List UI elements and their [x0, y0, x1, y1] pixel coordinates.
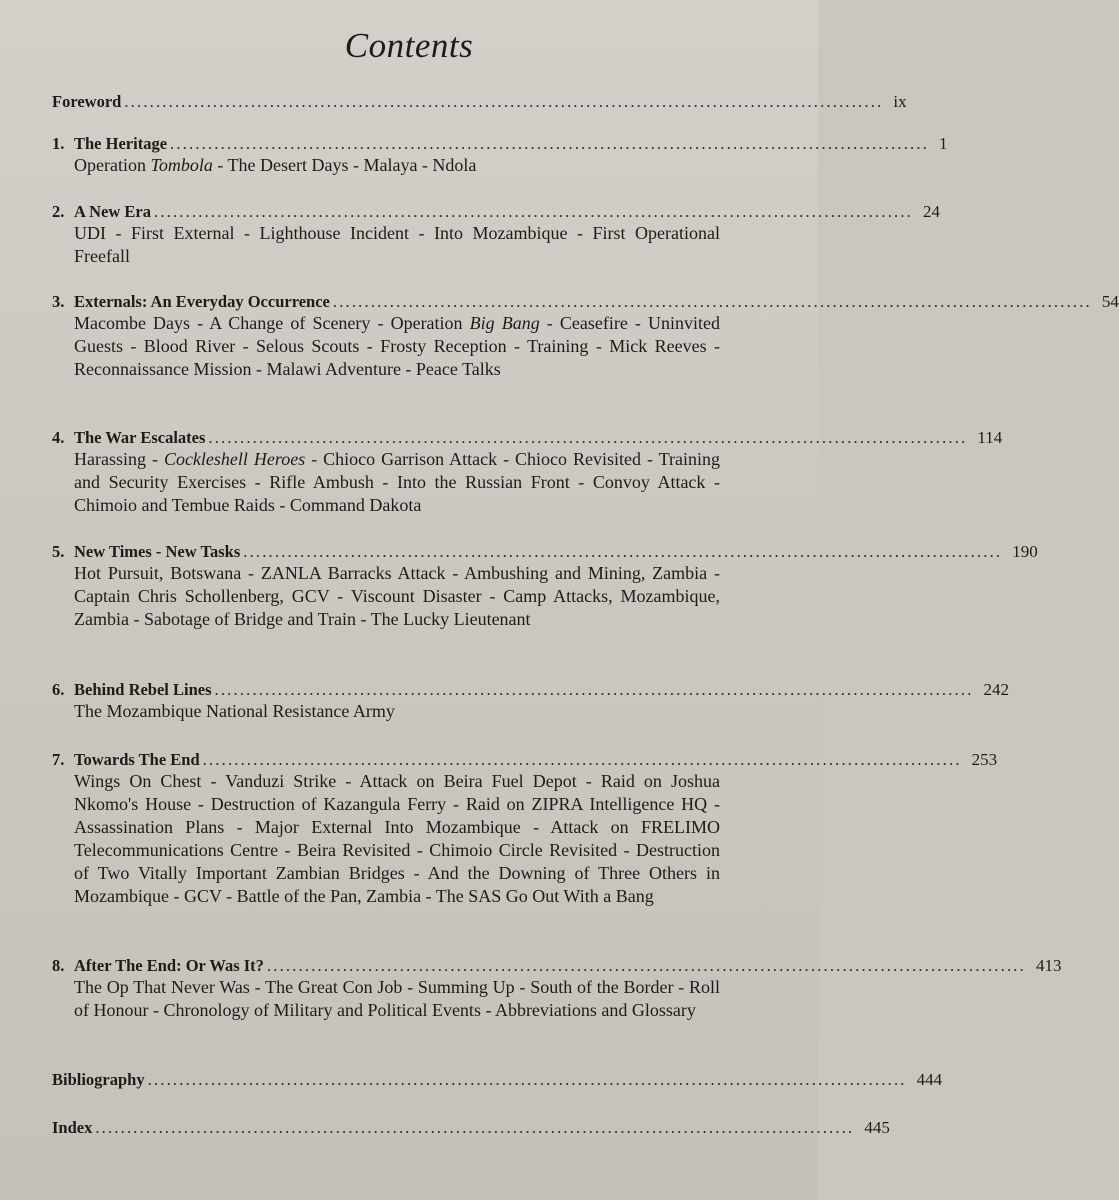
dot-leader: ........................................................................................................................: [154, 202, 913, 221]
dot-leader: ........................................................................................................................: [266, 956, 1026, 975]
toc-entry-bibliography[interactable]: [52, 1070, 943, 1090]
entry-title: Bibliography: [52, 1070, 145, 1089]
toc-entry-chapter-5[interactable]: [52, 542, 1038, 631]
toc-entry-chapter-6[interactable]: [52, 680, 1010, 723]
dot-leader: ........................................................................................................................: [243, 542, 1003, 561]
chapter-number: 2.: [52, 202, 65, 221]
chapter-number: 8.: [52, 956, 65, 975]
chapter-number: 7.: [52, 750, 65, 769]
page-title: Contents: [344, 26, 474, 65]
chapter-title: The War Escalates: [74, 428, 206, 447]
page-number: 253: [971, 750, 998, 769]
entry-title: Foreword: [52, 92, 122, 111]
chapter-title: After The End: Or Was It?: [74, 956, 264, 975]
page-number: 445: [864, 1118, 890, 1137]
chapter-sections: The Mozambique National Resistance Army: [74, 701, 395, 721]
chapter-number: 3.: [52, 292, 65, 311]
sections-italic-text: Big Bang: [469, 313, 540, 333]
chapter-sections: The Op That Never Was - The Great Con Job - Summing Up - South of the Border - Roll of Honour - Chronology of Military and Political Events - Abbreviations and Glossary: [74, 977, 720, 1020]
dot-leader: ........................................................................................................................: [208, 428, 968, 447]
page-number: ix: [893, 92, 907, 111]
dot-leader: ........................................................................................................................: [124, 92, 884, 111]
chapter-number: 1.: [52, 134, 65, 153]
chapter-sections: [74, 448, 720, 517]
page-number: 242: [983, 680, 1010, 699]
chapter-number: 4.: [52, 428, 65, 447]
chapter-number: 5.: [52, 542, 65, 561]
toc-entry-chapter-7[interactable]: [52, 750, 998, 908]
toc-entry-chapter-4[interactable]: [52, 428, 1003, 517]
sections-text: Operation: [74, 155, 151, 175]
toc-entry-foreword[interactable]: [52, 92, 907, 112]
chapter-sections: [74, 154, 720, 177]
chapter-title: Towards The End: [74, 750, 200, 769]
dot-leader: ........................................................................................................................: [147, 1070, 907, 1089]
page-number: 190: [1012, 542, 1038, 561]
dot-leader: ........................................................................................................................: [332, 292, 1092, 311]
toc-entry-index[interactable]: [52, 1118, 890, 1138]
page-number: 54: [1101, 292, 1119, 311]
chapter-number: 6.: [52, 680, 65, 699]
chapter-sections: [74, 312, 720, 381]
sections-text: Macombe Days - A Change of Scenery - Operation: [74, 313, 470, 333]
sections-text: - Ceasefire - Uninvited Guests - Blood River - Selous Scouts - Frosty Reception - Training - Mick Reeves - Reconnaissance Mission - Malawi Adventure - Peace Talks: [74, 313, 720, 379]
chapter-sections: UDI - First External - Lighthouse Incident - Into Mozambique - First Operational Freefall: [74, 223, 720, 266]
page-number: 114: [977, 428, 1003, 447]
page-number: 413: [1035, 956, 1062, 975]
page-number: 1: [939, 134, 948, 153]
dot-leader: ........................................................................................................................: [170, 134, 930, 153]
dot-leader: ........................................................................................................................: [202, 750, 962, 769]
chapter-title: Externals: An Everyday Occurrence: [74, 292, 330, 311]
page-number: 444: [916, 1070, 943, 1089]
chapter-sections: Wings On Chest - Vanduzi Strike - Attack on Beira Fuel Depot - Raid on Joshua Nkomo's House - Destruction of Kazangula Ferry - Raid on ZIPRA Intelligence HQ - Assassination Plans - Major External Into Mozambique - Attack on FRELIMO Telecommunications Centre - Beira Revisited - Chimoio Circle Revisited - Destruction of Two Vitally Important Zambian Bridges - And the Downing of Three Others in Mozambique - GCV - Battle of the Pan, Zambia - The SAS Go Out With a Bang: [74, 771, 720, 906]
page-number: 24: [923, 202, 940, 221]
dot-leader: ........................................................................................................................: [95, 1118, 855, 1137]
entry-title: Index: [52, 1118, 93, 1137]
sections-italic-text: Tombola: [150, 155, 213, 175]
sections-text: Harassing -: [74, 449, 164, 469]
chapter-title: New Times - New Tasks: [74, 542, 241, 561]
dot-leader: ........................................................................................................................: [214, 680, 974, 699]
chapter-title: The Heritage: [74, 134, 168, 153]
toc-entry-chapter-3[interactable]: [52, 292, 1119, 381]
sections-text: - Chioco Garrison Attack - Chioco Revisited - Training and Security Exercises - Rifle Ambush - Into the Russian Front - Convoy Attack - Chimoio and Tembue Raids - Command Dakota: [74, 449, 720, 515]
chapter-sections: Hot Pursuit, Botswana - ZANLA Barracks Attack - Ambushing and Mining, Zambia - Captain Chris Schollenberg, GCV - Viscount Disaster - Camp Attacks, Mozambique, Zambia - Sabotage of Bridge and Train - The Lucky Lieutenant: [74, 563, 720, 629]
chapter-title: Behind Rebel Lines: [74, 680, 212, 699]
toc-entry-chapter-1[interactable]: [52, 134, 948, 177]
chapter-title: A New Era: [74, 202, 151, 221]
toc-entry-chapter-2[interactable]: [52, 202, 940, 268]
toc-entry-chapter-8[interactable]: [52, 956, 1062, 1022]
sections-italic-text: Cockleshell Heroes: [163, 449, 306, 469]
sections-text: - The Desert Days - Malaya - Ndola: [212, 155, 477, 175]
